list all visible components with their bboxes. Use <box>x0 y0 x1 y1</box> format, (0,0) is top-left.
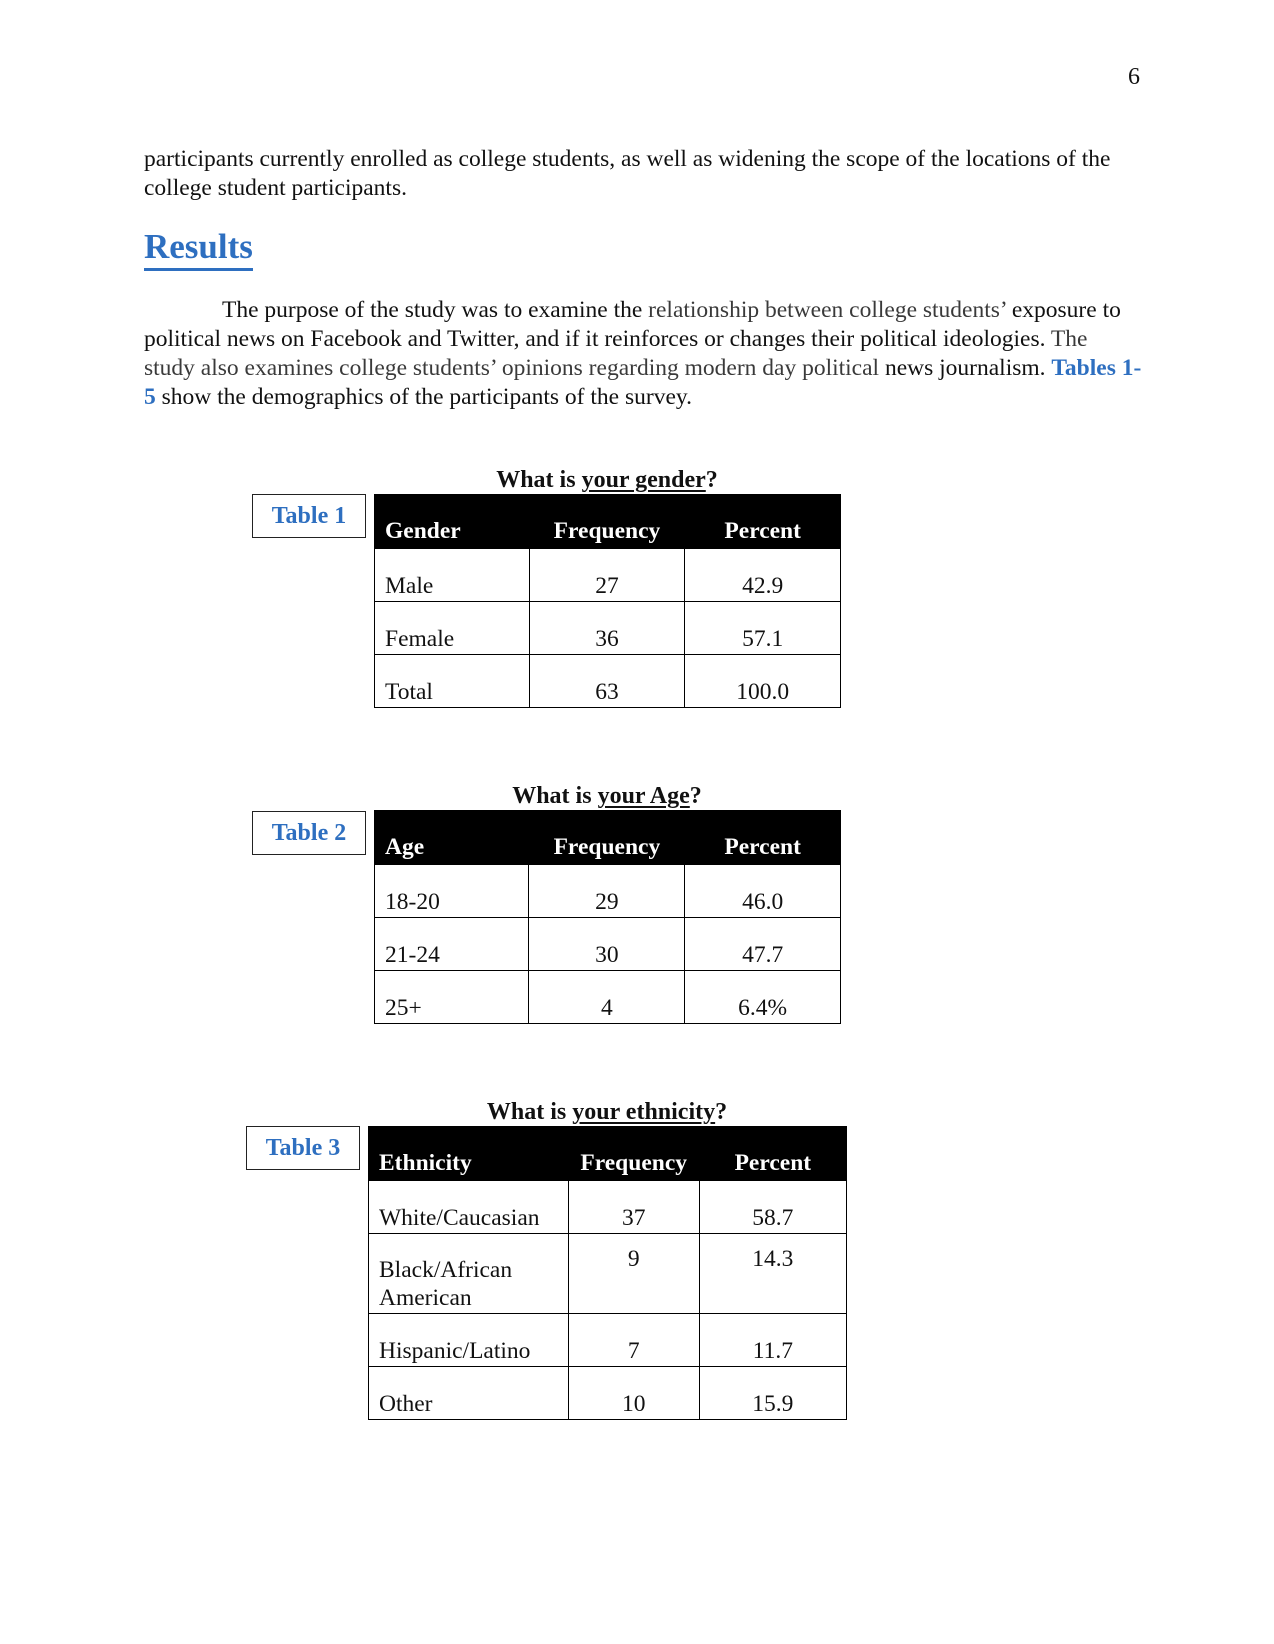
title-text: ? <box>705 467 718 493</box>
column-header: Percent <box>685 495 841 549</box>
text-segment: exposure to political news on Facebook and Twitter, and if it reinforces or changes their political ideologies. <box>144 297 1121 352</box>
table-1-title <box>374 467 840 494</box>
table-row <box>369 1181 847 1234</box>
table-row <box>375 549 841 602</box>
table-row <box>369 1314 847 1367</box>
title-text-underlined: your ethnicity <box>572 1099 716 1125</box>
title-text: What is <box>496 467 582 493</box>
title-text-underlined: your gender <box>581 467 706 493</box>
table-row <box>369 1367 847 1420</box>
table-cell: 15.9 <box>699 1367 846 1420</box>
ethnicity-table <box>368 1126 847 1420</box>
table-cell: 57.1 <box>685 602 841 655</box>
table-cell: Other <box>369 1367 569 1420</box>
table-row <box>369 1234 847 1314</box>
title-text: ? <box>715 1099 728 1125</box>
table-cell: 14.3 <box>699 1234 846 1314</box>
text-segment: The purpose of the study was to examine the <box>222 297 649 323</box>
table-cell: 21-24 <box>375 918 529 971</box>
column-header: Gender <box>375 495 530 549</box>
table-cell: Black/African American <box>369 1234 569 1314</box>
table-cell: Total <box>375 655 530 708</box>
table-cell: 10 <box>568 1367 699 1420</box>
table-cell: 58.7 <box>699 1181 846 1234</box>
column-header: Ethnicity <box>369 1127 569 1181</box>
title-text: What is <box>512 783 598 809</box>
column-header: Percent <box>699 1127 846 1181</box>
table-cell: 37 <box>568 1181 699 1234</box>
page-number: 6 <box>1128 64 1140 90</box>
results-paragraph <box>144 296 1144 412</box>
column-header: Frequency <box>529 811 685 865</box>
table-cell: 63 <box>529 655 685 708</box>
tables-reference-link[interactable]: Tables 1-5 <box>144 355 1142 410</box>
text-segment: show the demographics of the participants of the survey. <box>155 384 692 410</box>
title-text-underlined: your Age <box>597 783 690 809</box>
table-3-label: Table 3 <box>246 1126 360 1170</box>
table-cell: 29 <box>529 865 685 918</box>
table-row <box>375 655 841 708</box>
table-cell: Hispanic/Latino <box>369 1314 569 1367</box>
title-text: ? <box>689 783 702 809</box>
age-table <box>374 810 841 1024</box>
text-segment-gray: relationship between college students’ <box>648 297 1006 323</box>
table-2-title <box>374 783 840 810</box>
table-cell: 4 <box>529 971 685 1024</box>
results-heading: Results <box>144 228 253 271</box>
body-paragraph-continued: participants currently enrolled as college students, as well as widening the scope of the locations of the college student participants. <box>144 146 1111 201</box>
table-cell: Male <box>375 549 530 602</box>
table-cell: 25+ <box>375 971 529 1024</box>
table-cell: 7 <box>568 1314 699 1367</box>
title-text: What is <box>486 1099 573 1125</box>
table-row <box>375 918 841 971</box>
table-cell: 46.0 <box>685 865 841 918</box>
text-segment-gray: The study also examines college students’ opinions regarding modern day political <box>144 326 1088 381</box>
table-header-row <box>369 1127 847 1181</box>
table-cell: 30 <box>529 918 685 971</box>
text-segment: news journalism. <box>879 355 1052 381</box>
table-row <box>375 865 841 918</box>
table-header-row <box>375 811 841 865</box>
column-header: Frequency <box>529 495 685 549</box>
column-header: Frequency <box>568 1127 699 1181</box>
table-cell: 6.4% <box>685 971 841 1024</box>
table-row <box>375 971 841 1024</box>
table-2-label: Table 2 <box>252 811 366 855</box>
table-cell: 18-20 <box>375 865 529 918</box>
table-cell: 9 <box>568 1234 699 1314</box>
column-header: Percent <box>685 811 841 865</box>
table-cell: 11.7 <box>699 1314 846 1367</box>
table-3-title <box>368 1099 846 1126</box>
table-header-row <box>375 495 841 549</box>
table-row <box>375 602 841 655</box>
table-cell: 42.9 <box>685 549 841 602</box>
table-cell: 100.0 <box>685 655 841 708</box>
table-1-label: Table 1 <box>252 494 366 538</box>
column-header: Age <box>375 811 529 865</box>
table-cell: White/Caucasian <box>369 1181 569 1234</box>
gender-table <box>374 494 841 708</box>
table-cell: 47.7 <box>685 918 841 971</box>
table-cell: Female <box>375 602 530 655</box>
table-cell: 36 <box>529 602 685 655</box>
table-cell: 27 <box>529 549 685 602</box>
